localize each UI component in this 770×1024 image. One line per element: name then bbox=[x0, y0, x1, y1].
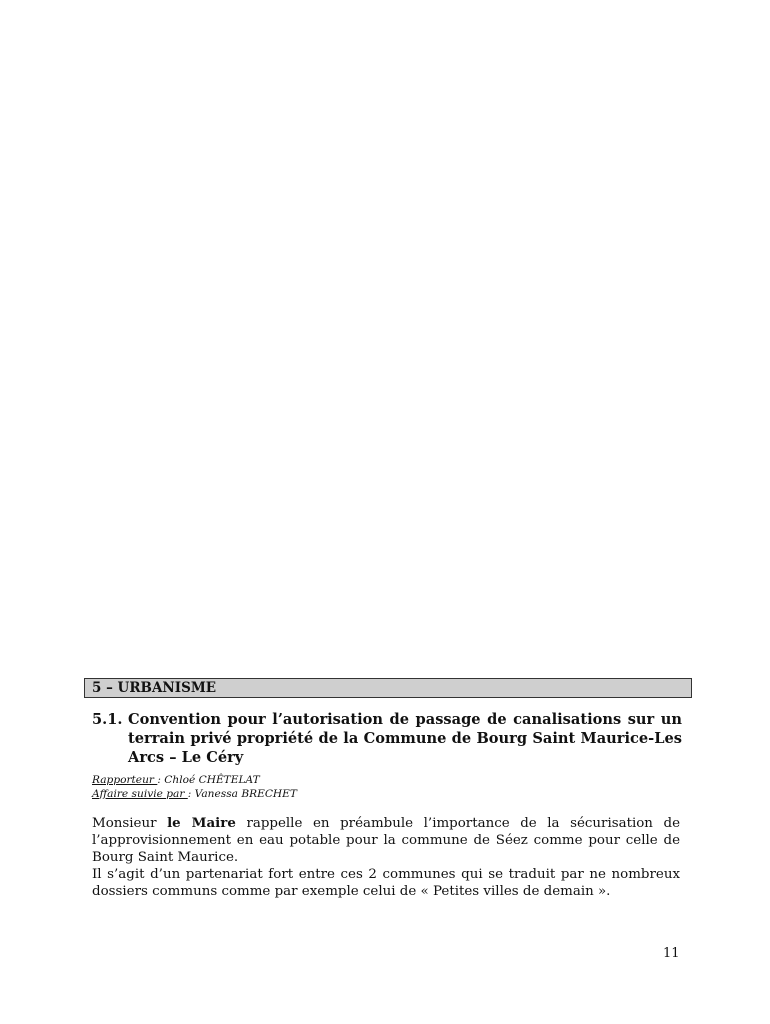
body-text bbox=[92, 815, 680, 900]
subsection-number: 5.1. bbox=[92, 711, 123, 728]
subsection-title: Convention pour l’autorisation de passage de canalisations sur un terrain privé propriété de la Commune de Bourg Saint Maurice-Les Arcs – Le Céry bbox=[128, 711, 682, 766]
body-paragraph-1 bbox=[92, 815, 680, 866]
rapporteur-line bbox=[92, 774, 297, 788]
affaire-label: Affaire suivie par bbox=[92, 787, 188, 800]
body-paragraph-2: Il s’agit d’un partenariat fort entre ces 2 communes qui se traduit par ne nombreux dossiers communs comme par exemple celui de « Petites villes de demain ». bbox=[92, 867, 680, 899]
rapporteur-label: Rapporteur bbox=[92, 774, 158, 786]
p1-rest: rappelle en préambule l’importance de la sécurisation de l’approvisionnement en eau potable pour la commune de Séez comme pour celle de Bourg Saint Maurice. bbox=[92, 816, 681, 865]
affaire-value: : Vanessa BRECHET bbox=[187, 787, 297, 800]
p1-prefix: Monsieur bbox=[92, 816, 168, 831]
section-heading-label: 5 – URBANISME bbox=[92, 680, 217, 696]
section-heading bbox=[84, 678, 692, 698]
subsection-heading bbox=[92, 710, 682, 767]
p1-bold: le Maire bbox=[167, 815, 236, 831]
report-metadata bbox=[92, 774, 297, 801]
rapporteur-value: : Chloé CHÊTELAT bbox=[157, 774, 260, 786]
affaire-line bbox=[92, 788, 297, 802]
page-number: 11 bbox=[663, 946, 680, 961]
